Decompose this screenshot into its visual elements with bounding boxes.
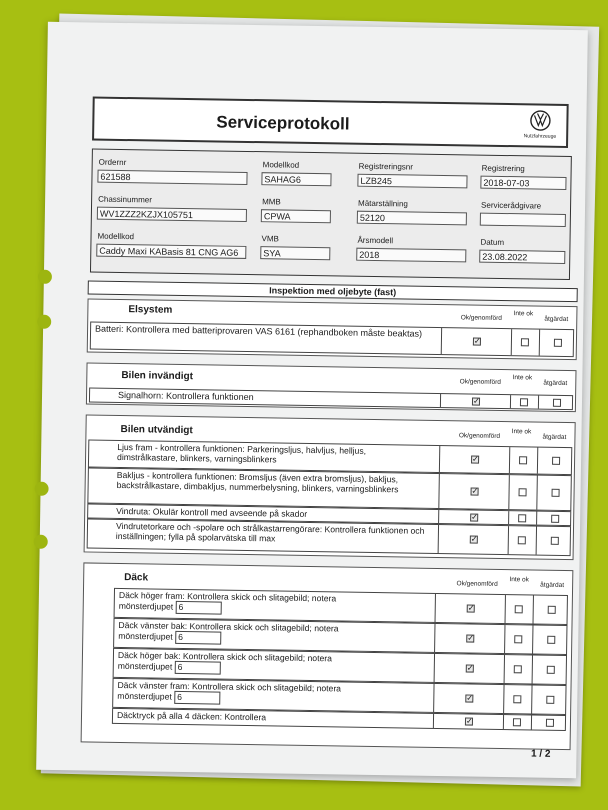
section-dack [81, 562, 574, 750]
checkbox-atgardat[interactable] [551, 515, 559, 523]
arsmodell-label: Årsmodell [357, 235, 394, 246]
col-atgardat: åtgärdat [540, 581, 565, 589]
table-row [89, 387, 573, 410]
registreringsnr-value: LZB245 [357, 174, 467, 189]
col-inte-ok: Inte ok [509, 576, 530, 584]
checkbox-inte-ok[interactable] [520, 398, 528, 406]
serviceradgivare-label: Servicerådgivare [481, 200, 542, 211]
row-label: Däck vänster bak: Kontrollera skick och slitagebild; notera [118, 619, 339, 634]
checkbox-inte-ok[interactable] [514, 665, 522, 673]
checkbox-atgardat[interactable] [552, 457, 560, 465]
inspection-banner: Inspektion med oljebyte (fast) [88, 280, 578, 302]
tread-depth-input[interactable]: 6 [175, 661, 221, 675]
checkbox-atgardat[interactable] [546, 696, 554, 704]
section-invandigt [86, 362, 577, 412]
col-atgardat: åtgärdat [544, 315, 569, 324]
title-box [92, 97, 569, 148]
checkbox-ok[interactable]: ✓ [465, 716, 473, 726]
matarstallning-label: Mätarställning [358, 198, 408, 209]
arsmodell-value: 2018 [356, 248, 466, 263]
tread-depth-input[interactable]: 6 [174, 691, 220, 705]
row-text: Signalhorn: Kontrollera funktionen [117, 389, 254, 403]
row-label: Däck vänster fram: Kontrollera skick och slitagebild; notera [117, 679, 342, 694]
section-elsystem [87, 298, 578, 360]
checkbox-atgardat[interactable] [553, 399, 561, 407]
col-inte-ok: Inte ok [511, 428, 532, 436]
vw-logo-icon [529, 109, 551, 131]
ordernr-value: 621588 [97, 170, 247, 185]
section-title: Elsystem [128, 304, 173, 316]
checkbox-atgardat[interactable] [548, 606, 556, 614]
checkbox-ok[interactable]: ✓ [470, 534, 478, 544]
registrering-value: 2018-07-03 [480, 176, 566, 190]
page-title: Serviceprotokoll [216, 112, 350, 134]
tread-depth-input[interactable]: 6 [175, 601, 221, 615]
service-protocol-sheet [36, 22, 588, 778]
table-row [90, 322, 574, 358]
checkbox-inte-ok[interactable] [521, 338, 529, 346]
serviceradgivare-value [480, 213, 566, 227]
row-text [119, 590, 449, 618]
checkbox-ok[interactable]: ✓ [471, 486, 479, 496]
checkbox-inte-ok[interactable] [519, 488, 527, 496]
row-sub: mönsterdjupet [118, 600, 174, 612]
tread-depth-input[interactable]: 6 [175, 631, 221, 645]
row-text [118, 650, 448, 678]
checkbox-ok[interactable]: ✓ [472, 396, 480, 406]
logo-caption: Nutzfahrzeuge [523, 133, 557, 140]
mmb-label: MMB [262, 197, 281, 207]
punch-hole [34, 535, 48, 549]
checkbox-ok[interactable]: ✓ [472, 454, 479, 464]
row-text [117, 680, 447, 708]
checkbox-inte-ok[interactable] [514, 635, 522, 643]
checkbox-ok[interactable]: ✓ [473, 336, 481, 346]
checkbox-inte-ok[interactable] [513, 695, 521, 703]
checkbox-ok[interactable]: ✓ [471, 512, 478, 522]
checkbox-inte-ok[interactable] [518, 536, 526, 544]
row-text: Vindrutetorkare och -spolare och strålkastarrengörare: Kontrollera funktionen och inställningen; fylla på spolarvätska till max [115, 520, 425, 544]
vw-logo [524, 109, 557, 140]
row-sub: mönsterdjupet [117, 690, 172, 702]
section-title: Däck [124, 572, 149, 584]
col-atgardat: åtgärdat [542, 433, 567, 441]
modellkod-value: SAHAG6 [261, 172, 331, 186]
checkbox-ok[interactable]: ✓ [467, 603, 475, 613]
checkbox-atgardat[interactable] [552, 489, 560, 497]
modellkod2-value: Caddy Maxi KABasis 81 CNG AG6 [96, 244, 246, 259]
checkbox-ok[interactable]: ✓ [467, 633, 475, 643]
checkbox-atgardat[interactable] [546, 719, 554, 727]
punch-hole [38, 270, 52, 284]
checkbox-atgardat[interactable] [547, 666, 555, 674]
row-sub: mönsterdjupet [118, 630, 173, 642]
row-text [118, 620, 448, 648]
row-text: Bakljus - kontrollera funktionen: Bromsljus (även extra bromsljus), bakljus, backstrålkastare, dimbakljus, nummerbelysning, blinkers, varningsblinkers [116, 469, 399, 495]
table-row [87, 518, 571, 556]
checkbox-atgardat[interactable] [547, 636, 555, 644]
row-text: Ljus fram - kontrollera funktionen: Parkeringsljus, halvljus, helljus, dimstrålkastare, blinkers, varningsblinkers [117, 441, 367, 465]
row-label: Däck höger bak: Kontrollera skick och slitagebild; notera [117, 649, 333, 664]
row-sub: mönsterdjupet [117, 660, 173, 672]
registreringsnr-label: Registreringsnr [358, 161, 413, 172]
modellkod2-label: Modellkod [97, 231, 135, 242]
checkbox-atgardat[interactable] [551, 537, 559, 545]
section-title: Bilen utvändigt [120, 423, 193, 437]
col-ok: Ok/genomförd [459, 378, 501, 386]
chassinummer-value: WV1ZZZ2KZJX105751 [97, 207, 247, 222]
punch-hole [37, 315, 51, 329]
modellkod-label: Modellkod [262, 160, 300, 170]
registrering-label: Registrering [481, 163, 525, 174]
vmb-label: VMB [261, 234, 279, 244]
checkbox-atgardat[interactable] [554, 339, 562, 347]
checkbox-inte-ok[interactable] [513, 718, 521, 726]
col-ok: Ok/genomförd [458, 432, 501, 440]
datum-value: 23.08.2022 [479, 250, 565, 264]
matarstallning-value: 52120 [357, 211, 467, 226]
col-ok: Ok/genomförd [456, 580, 498, 588]
checkbox-inte-ok[interactable] [515, 605, 523, 613]
section-title: Bilen invändigt [121, 370, 194, 383]
checkbox-inte-ok[interactable] [518, 514, 526, 522]
vmb-value: SYA [260, 246, 330, 260]
row-text: Vindruta: Okulär kontroll med avseende på skador [116, 505, 308, 519]
section-utvandigt [84, 414, 576, 560]
chassinummer-label: Chassinummer [98, 194, 152, 205]
punch-hole [34, 482, 48, 496]
checkbox-inte-ok[interactable] [519, 456, 527, 464]
checkbox-ok[interactable]: ✓ [466, 663, 474, 673]
col-inte-ok: Inte ok [512, 374, 533, 382]
checkbox-ok[interactable]: ✓ [466, 693, 474, 703]
ordernr-label: Ordernr [98, 157, 127, 168]
col-inte-ok: Inte ok [513, 310, 534, 318]
row-label: Däck höger fram: Kontrollera skick och slitagebild; notera [118, 589, 337, 604]
col-atgardat: åtgärdat [543, 379, 568, 388]
col-ok: Ok/genomförd [460, 314, 502, 322]
row-text: Batteri: Kontrollera med batteriprovaren VAS 6161 (rephandboken måste beaktas) [95, 323, 423, 339]
row-text: Däcktryck på alla 4 däcken: Kontrollera [116, 709, 267, 723]
vehicle-info-box [90, 149, 572, 281]
mmb-value: CPWA [261, 209, 331, 223]
page-number: 1 / 2 [530, 748, 551, 760]
datum-label: Datum [480, 237, 505, 247]
